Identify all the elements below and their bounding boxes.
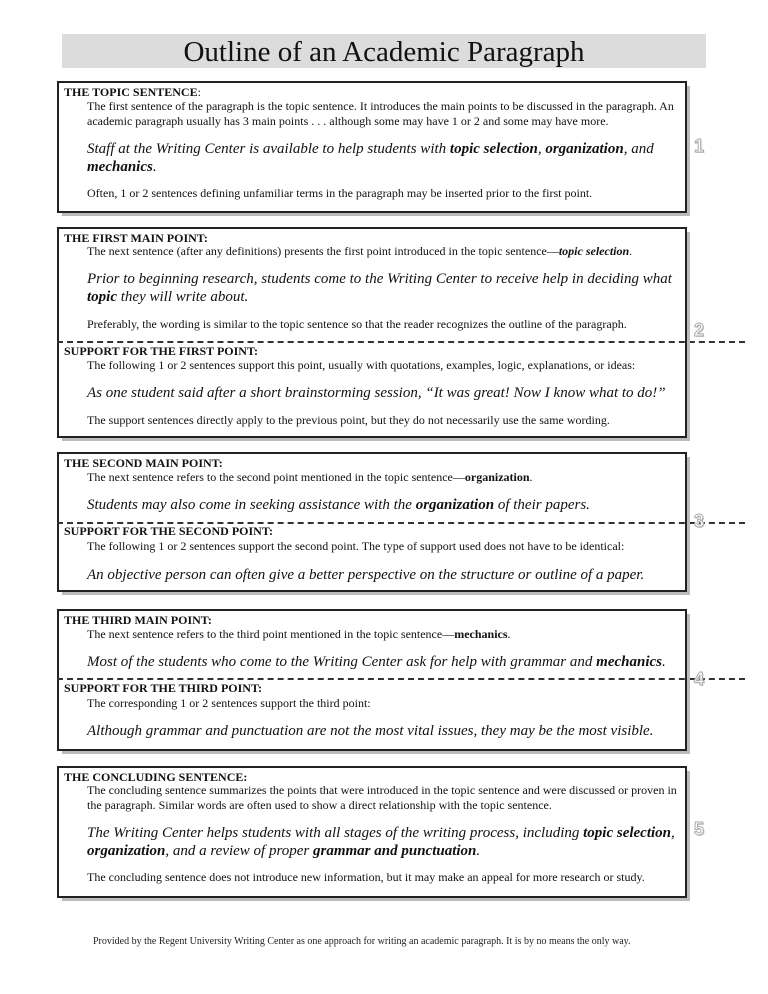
topic-sentence-example: Staff at the Writing Center is available to help students with topic selection, organization, and mechanics. — [87, 141, 654, 175]
concluding-note: The concluding sentence does not introduce new information, but it may make an appeal for more research or study. — [87, 870, 645, 884]
first-support-description: The following 1 or 2 sentences support this point, usually with quotations, examples, logic, explanations, or ideas: — [87, 358, 636, 372]
step-number-4: 4 — [694, 669, 705, 689]
third-point-box — [57, 609, 687, 751]
concluding-description: The concluding sentence summarizes the points that were introduced in the topic sentence and were discussed or proven in the paragraph. Similar words are often used to show a direct relationship with the topic sentence. — [87, 783, 677, 812]
third-support-example: Although grammar and punctuation are not the most vital issues, they may be the most visible. — [87, 723, 654, 739]
divider-dashed — [57, 341, 745, 343]
second-point-heading: THE SECOND MAIN POINT: — [64, 456, 223, 470]
topic-sentence-heading: THE TOPIC SENTENCE: — [64, 85, 201, 99]
page-title: Outline of an Academic Paragraph — [62, 34, 706, 68]
second-support-heading: SUPPORT FOR THE SECOND POINT: — [64, 524, 273, 538]
step-number-1: 1 — [694, 136, 705, 156]
first-point-heading: THE FIRST MAIN POINT: — [64, 231, 208, 245]
footer-note: Provided by the Regent University Writing Center as one approach for writing an academic paragraph. It is by no means the only way. — [93, 936, 631, 947]
concluding-heading: THE CONCLUDING SENTENCE: — [64, 770, 248, 784]
concluding-example: The Writing Center helps students with all stages of the writing process, including topic selection, organization, and a review of proper grammar and punctuation. — [87, 825, 675, 859]
first-point-description: The next sentence (after any definitions) presents the first point introduced in the topic sentence—topic selection. — [87, 244, 633, 258]
third-point-description: The next sentence refers to the third point mentioned in the topic sentence—mechanics. — [87, 627, 511, 641]
second-point-box — [57, 452, 687, 592]
topic-sentence-note: Often, 1 or 2 sentences defining unfamiliar terms in the paragraph may be inserted prior to the first point. — [87, 186, 593, 200]
step-number-3: 3 — [694, 511, 705, 531]
divider-dashed — [57, 678, 745, 680]
first-support-note: The support sentences directly apply to the previous point, but they do not necessarily use the same wording. — [87, 413, 610, 427]
concluding-sentence-box — [57, 766, 687, 898]
third-support-heading: SUPPORT FOR THE THIRD POINT: — [64, 681, 263, 695]
third-point-example: Most of the students who come to the Writing Center ask for help with grammar and mechanics. — [87, 654, 666, 670]
step-number-2: 2 — [694, 320, 705, 340]
second-support-description: The following 1 or 2 sentences support the second point. The type of support used does not have to be identical: — [87, 539, 625, 553]
step-number-5: 5 — [694, 819, 705, 839]
first-support-example: As one student said after a short brainstorming session, “It was great! Now I know what to do!” — [87, 385, 666, 401]
second-support-example: An objective person can often give a better perspective on the structure or outline of a paper. — [87, 567, 645, 583]
first-point-example: Prior to beginning research, students come to the Writing Center to receive help in deciding what topic they will write about. — [87, 271, 672, 305]
second-point-example: Students may also come in seeking assistance with the organization of their papers. — [87, 497, 590, 513]
first-point-note: Preferably, the wording is similar to the topic sentence so that the reader recognizes the outline of the paragraph. — [87, 317, 627, 331]
third-support-description: The corresponding 1 or 2 sentences support the third point: — [87, 696, 371, 710]
first-support-heading: SUPPORT FOR THE FIRST POINT: — [64, 344, 259, 358]
topic-sentence-description: The first sentence of the paragraph is the topic sentence. It introduces the main points to be discussed in the paragraph. An academic paragraph usually has 3 main points . . . although some may have 1 or 2 and some may have more. — [87, 99, 674, 128]
second-point-description: The next sentence refers to the second point mentioned in the topic sentence—organization. — [87, 470, 533, 484]
third-point-heading: THE THIRD MAIN POINT: — [64, 613, 212, 627]
first-point-box — [57, 227, 687, 438]
topic-sentence-box — [57, 81, 687, 213]
